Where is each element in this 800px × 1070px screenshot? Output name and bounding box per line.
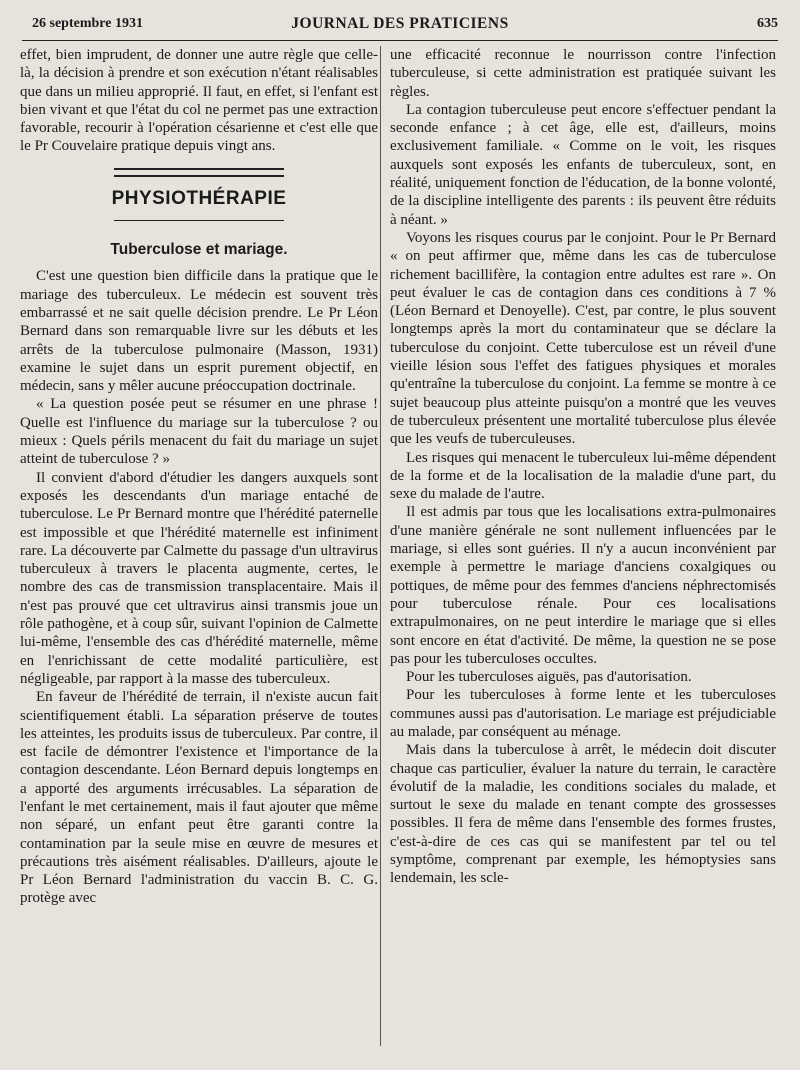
left-column xyxy=(20,46,378,908)
paragraph: Pour les tuberculoses aiguës, pas d'autorisation. xyxy=(406,669,692,686)
paragraph: « La question posée peut se résumer en une phrase ! Quelle est l'influence du mariage sur la tuberculose ? ou mieux : Quels périls menacent du fait du mariage un sujet atteint de tuberculose ? » xyxy=(20,396,378,468)
article-title: Tuberculose et mariage. xyxy=(110,241,288,259)
page-header xyxy=(22,14,778,41)
section-rule-double xyxy=(114,168,284,177)
paragraph: Il convient d'abord d'étudier les dangers auxquels sont exposés les descendants d'un mariage entaché de tuberculose. Le Pr Bernard montre que l'hérédité paternelle est impossible et que l'hérédité maternelle est infiniment rare. La découverte par Calmette du passage d'un ultravirus tuberculeux à travers le placenta augmente, certes, le nombre des cas de transmission transplacentaire. Mais il n'est pas prouvé que cet ultravirus ainsi transmis joue un rôle pathogène, et à coup sûr, suivant l'opinion de Calmette lui-même, l'ensemble des cas d'hérédité maternelle, même en l'enrichissant de cette modalité particulière, est négligeable, par rapport à la masse des tuberculeux. xyxy=(20,469,378,687)
journal-title: JOURNAL DES PRATICIENS xyxy=(291,15,509,32)
paragraph: une efficacité reconnue le nourrisson contre l'infection tuberculeuse, si cette administration est pratiquée suivant les règles. xyxy=(390,47,776,100)
paragraph: Les risques qui menacent le tuberculeux lui-même dépendent de la forme et de la localisation de la maladie d'une part, du sexe du malade de l'autre. xyxy=(390,449,776,503)
column-divider xyxy=(380,46,381,1046)
paragraph: Voyons les risques courus par le conjoint. Pour le Pr Bernard « on peut affirmer que, même dans les cas de tuberculose richement bacillifère, la contagion entre adultes est rare ». On peut évaluer le cas de contagion dans ces conditions à 7 % (Léon Bernard et Denoyelle). C'est, par contre, le plus souvent longtemps après la mort du contaminateur que se déclare la tuberculose du conjoint. Cette tuberculose est un réveil d'une vieille lésion sous l'effet des fatigues physiques et morales qu'entraîne la tuberculose du conjoint. La femme se montre à ce sujet beaucoup plus atteinte puisqu'on a montré que les veuves de tuberculeux présentent une mortalité tuberculose plus élevée que les veufs de tuberculeuses. xyxy=(390,229,776,448)
paragraph: Mais dans la tuberculose à arrêt, le médecin doit discuter chaque cas particulier, évaluer la nature du terrain, le caractère évolutif de la maladie, les conditions sociales du malade, et surtout le sexe du malade en tenant compte des grossesses possibles. Il fera de même dans l'ensemble des formes frustes, c'est-à-dire de ces cas qui se manifestent par tel ou tel symptôme, comprenant par exemple, les hémoptysies sans lendemain, les scle- xyxy=(390,742,776,887)
section-rule-single xyxy=(114,220,284,221)
right-column xyxy=(390,46,776,888)
paragraph: Il est admis par tous que les localisations extra-pulmonaires d'une manière générale ne sont nullement influencées par le mariage, si elles sont guéries. Il n'y a aucun inconvénient par exemple à permettre le mariage d'anciens coxalgiques ou pottiques, de même pour des femmes d'anciens néphrectomisés pour tuberculose rénale. Pour ces localisations extrapulmonaires, on ne peut interdire le mariage que si elles sont encore en état d'activité. De même, la question ne se pose pas pour les tuberculoses occultes. xyxy=(390,504,776,667)
header-date: 26 septembre 1931 xyxy=(32,16,143,31)
page-number: 635 xyxy=(757,16,778,31)
section-title: PHYSIOTHÉRAPIE xyxy=(111,187,287,209)
paragraph: C'est une question bien difficile dans la pratique que le mariage des tuberculeux. Le médecin est souvent très embarrassé et ne sait quelle décision prendre. Le Pr Léon Bernard dans son remarquable livre sur les débuts et les arrêts de la tuberculose pulmonaire (Masson, 1931) examine le sujet dans un esprit purement objectif, en médecin, sans y mêler aucune préoccupation doctrinale. xyxy=(20,268,378,395)
paragraph: En faveur de l'hérédité de terrain, il n'existe aucun fait scientifiquement établi. La séparation préserve de toutes les atteintes, les produits issus de tuberculeux. Par contre, il est facile de démontrer l'existence et l'importance de la contagion descendante. Léon Bernard depuis longtemps en a apporté des arguments irrécusables. La séparation de l'enfant le met certainement, mais il faut ajouter que même non séparé, un enfant peut être garanti contre la contamination par la seule mise en œuvre de mesures et précautions très aisément réalisables. D'ailleurs, ajoute le Pr Léon Bernard l'administration du vaccin B. C. G. protège avec xyxy=(20,689,378,907)
intro-paragraph: effet, bien imprudent, de donner une autre règle que celle-là, la décision à prendre et son exécution n'étant réalisables que dans un milieu approprié. Il faut, en effet, si l'enfant est bien vivant et que l'état du col ne permet pas une extraction favorable, recourir à l'opération césarienne et c'est elle que le Pr Couvelaire pratique depuis vingt ans. xyxy=(20,47,378,155)
paragraph: La contagion tuberculeuse peut encore s'effectuer pendant la seconde enfance ; à cet âge, elle est, d'ailleurs, moins exclusivement familiale. « Comme on le voit, les risques auxquels sont exposés les enfants de tuberculeux, sont, en réalité, uniquement fonction de l'éducation, de la bonne volonté, de la discipline intelligente des parents : ils peuvent être réduits à néant. » xyxy=(390,101,776,228)
paragraph: Pour les tuberculoses à forme lente et les tuberculoses communes aussi pas d'autorisation. Le mariage est préjudiciable au malade, par conséquent au ménage. xyxy=(390,687,776,740)
